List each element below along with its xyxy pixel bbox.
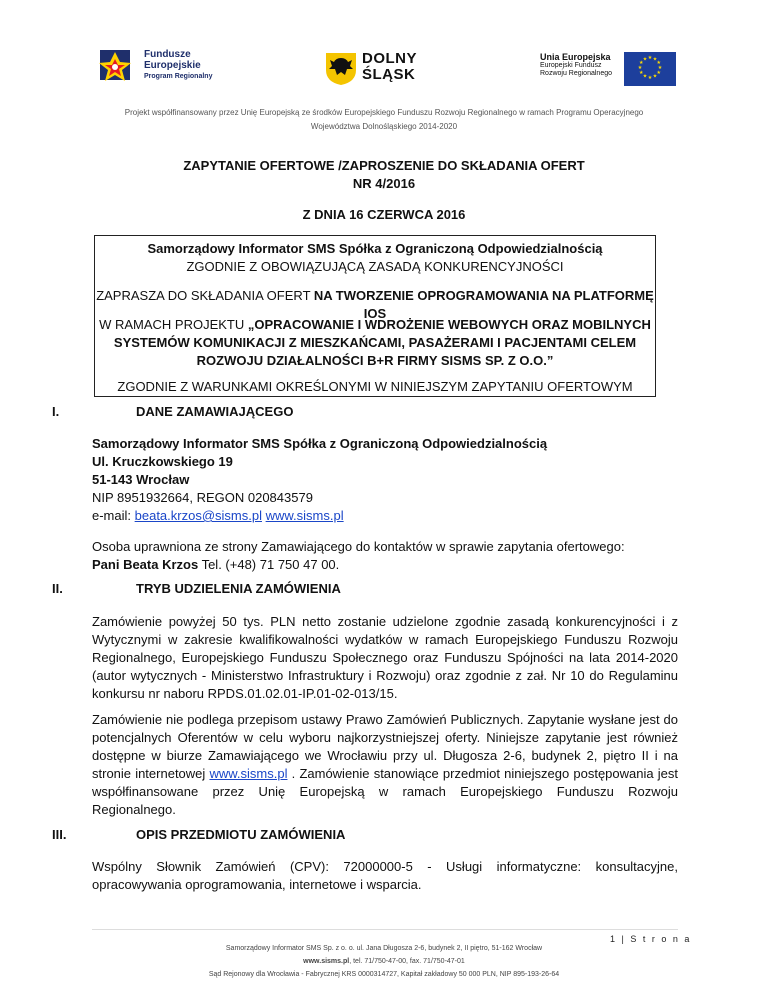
section-2-text-2 bbox=[92, 711, 678, 819]
client-contact-line bbox=[92, 507, 678, 525]
footer-contact bbox=[0, 955, 768, 968]
client-company: Samorządowy Informator SMS Spółka z Ograniczoną Odpowiedzialnością bbox=[92, 436, 548, 451]
fe-star-mark-icon bbox=[98, 46, 138, 86]
box-project-title3: ROZWOJU DZIAŁALNOŚCI B+R FIRMY SISMS SP. Z O.O.” bbox=[196, 353, 554, 368]
ds-line2: ŚLĄSK bbox=[362, 66, 416, 83]
svg-text:★: ★ bbox=[639, 70, 644, 76]
svg-text:★: ★ bbox=[647, 75, 653, 81]
svg-text:★: ★ bbox=[652, 56, 658, 63]
footer-phones: , tel. 71/750-47-00, fax. 71/750-47-01 bbox=[349, 958, 465, 965]
section-3-number: III. bbox=[52, 827, 67, 842]
ue-logo-text bbox=[540, 52, 612, 78]
box-company: Samorządowy Informator SMS Spółka z Ograniczoną Odpowiedzialnością bbox=[147, 241, 603, 256]
svg-text:★: ★ bbox=[656, 60, 661, 66]
footer bbox=[0, 942, 768, 981]
footer-address: Samorządowy Informator SMS Sp. z o. o. ul. Jana Długosza 2-6, budynek 2, II piętro, 51-162 Wrocław bbox=[225, 945, 543, 952]
section-3-text-1: Wspólny Słownik Zamówień (CPV): 72000000-5 - Usługi informatyczne: konsultacyjne, opracowywania oprogramowania, internetowe i wsparcia. bbox=[92, 859, 678, 892]
section-1-title: DANE ZAMAWIAJĄCEGO bbox=[136, 404, 294, 419]
box-competition-rule: ZGODNIE Z OBOWIĄZUJĄCĄ ZASADĄ KONKURENCYJNOŚCI bbox=[186, 259, 564, 274]
eagle-crest-icon bbox=[324, 50, 358, 86]
contact-intro: Osoba uprawniona ze strony Zamawiającego do kontaktów w sprawie zapytania ofertowego: bbox=[92, 539, 625, 554]
section-1-address bbox=[92, 435, 678, 525]
footer-registry: Sąd Rejonowy dla Wrocławia - Fabrycznej KRS 0000314727, Kapitał zakładowy 50 000 PLN, NIP 895-193-26-64 bbox=[208, 971, 560, 978]
svg-text:★: ★ bbox=[657, 65, 663, 71]
contact-person-line bbox=[92, 556, 678, 574]
svg-text:★: ★ bbox=[647, 55, 653, 61]
svg-text:★: ★ bbox=[642, 56, 648, 63]
fe-logo-line3: Program Regionalny bbox=[144, 73, 213, 80]
ue-line1: Unia Europejska bbox=[540, 52, 611, 62]
svg-text:★: ★ bbox=[652, 73, 658, 80]
unia-europejska-logo bbox=[540, 52, 680, 86]
fundusze-europejskie-logo bbox=[98, 46, 228, 86]
section-2-number: II. bbox=[52, 581, 63, 596]
footer-website: www.sisms.pl bbox=[303, 958, 350, 965]
client-street: Ul. Kruczkowskiego 19 bbox=[92, 454, 233, 469]
footer-divider bbox=[92, 929, 678, 930]
cofinancing-note bbox=[0, 106, 768, 134]
client-ids: NIP 8951932664, REGON 020843579 bbox=[92, 490, 313, 505]
section-1-number: I. bbox=[52, 404, 60, 419]
box-invite-prefix: ZAPRASZA DO SKŁADANIA OFERT bbox=[96, 288, 314, 303]
ue-line2: Europejski Fundusz bbox=[540, 62, 602, 69]
eu-flag-icon bbox=[624, 52, 676, 86]
document-number: NR 4/2016 bbox=[352, 176, 416, 191]
section-2-text-1: Zamówienie powyżej 50 tys. PLN netto zostanie udzielone zgodnie zasadą konkurencyjności i z Wytycznymi w zakresie kwalifikowalności wydatków w ramach Europejskiego Funduszu Rozwoju Regionalnego, Europejskiego Funduszu Społecznego oraz Funduszu Spójności na lata 2014-2020 (autor wytycznych - Ministerstwo Infrastruktury i Rozwoju) oraz zgodnie z zał. Nr 10 do Regulaminu konkursu nr naboru RPDS.01.02.01-IP.01-02-013/15. bbox=[92, 614, 678, 701]
email-link[interactable]: beata.krzos@sisms.pl bbox=[134, 508, 262, 523]
svg-text:★: ★ bbox=[656, 70, 661, 76]
document-date: Z DNIA 16 CZERWCA 2016 bbox=[302, 207, 466, 222]
ue-line3: Rozwoju Regionalnego bbox=[540, 70, 612, 77]
section-2-paragraph-2 bbox=[92, 711, 678, 819]
section-3-paragraph-1 bbox=[92, 858, 678, 894]
fe-logo-line1: Fundusze bbox=[144, 49, 191, 60]
document-title: ZAPYTANIE OFERTOWE /ZAPROSZENIE DO SKŁADANIA OFERT bbox=[183, 158, 585, 173]
svg-text:★: ★ bbox=[639, 60, 644, 66]
dolny-slask-logo bbox=[324, 50, 442, 90]
section-3-title: OPIS PRZEDMIOTU ZAMÓWIENIA bbox=[136, 827, 346, 842]
cofinancing-line2: Województwa Dolnośląskiego 2014-2020 bbox=[310, 122, 458, 131]
page-number: 1 | S t r o n a bbox=[610, 934, 692, 944]
email-label: e-mail: bbox=[92, 508, 135, 523]
section-2-text-2a: Zamówienie nie podlega przepisom ustawy Prawo Zamówień Publicznych. Zapytanie wysłane jest do potencjalnych Oferentów w celu wyboru najkorzystniejszej oferty. Niniejsze zapytanie jest również dostępne w biurze Zamawiającego we Wrocławiu przy ul. Długosza 2-6, budynek 2, piętro II i na stronie internetowej bbox=[92, 712, 678, 781]
section-2-website-link[interactable]: www.sisms.pl bbox=[209, 766, 288, 781]
contact-name: Pani Beata Krzos bbox=[92, 557, 199, 572]
box-project-line1 bbox=[95, 316, 655, 334]
box-project-prefix: W RAMACH PROJEKTU bbox=[99, 317, 248, 332]
dolny-slask-text bbox=[362, 51, 417, 83]
website-link[interactable]: www.sisms.pl bbox=[265, 508, 344, 523]
box-conditions: ZGODNIE Z WARUNKAMI OKREŚLONYMI W NINIEJSZYM ZAPYTANIU OFERTOWYM bbox=[117, 379, 633, 394]
box-project-title1: „OPRACOWANIE I WDROŻENIE WEBOWYCH ORAZ MOBILNYCH bbox=[247, 317, 651, 332]
section-2-paragraph-1 bbox=[92, 613, 678, 703]
invitation-box bbox=[94, 235, 656, 397]
fe-logo-text bbox=[144, 49, 212, 82]
svg-text:★: ★ bbox=[642, 73, 648, 80]
box-invite-subject: NA TWORZENIE OPROGRAMOWANIA NA PLATFORMĘ IOS bbox=[313, 288, 654, 321]
svg-text:★: ★ bbox=[637, 65, 643, 71]
ds-line1: DOLNY bbox=[362, 50, 417, 67]
cofinancing-line1: Projekt współfinansowany przez Unię Europejską ze środków Europejskiego Funduszu Rozwoju Regionalnego w ramach Programu Operacyjnego bbox=[124, 108, 644, 117]
box-project-title2: SYSTEMÓW KOMUNIKACJI Z MIESZKAŃCAMI, PASAŻERAMI I PACJENTAMI CELEM bbox=[113, 335, 637, 350]
contact-person-paragraph bbox=[92, 538, 678, 574]
contact-phone: Tel. (+48) 71 750 47 00. bbox=[198, 557, 340, 572]
client-city: 51-143 Wrocław bbox=[92, 472, 190, 487]
fe-logo-line2: Europejskie bbox=[144, 60, 201, 71]
section-2-text-2b: . Zamówienie stanowiące przedmiot niniejszego postępowania jest współfinansowane przez Unię Europejską w ramach Europejskiego Funduszu Rozwoju Regionalnego. bbox=[92, 766, 678, 817]
section-2-title: TRYB UDZIELENIA ZAMÓWIENIA bbox=[136, 581, 341, 596]
